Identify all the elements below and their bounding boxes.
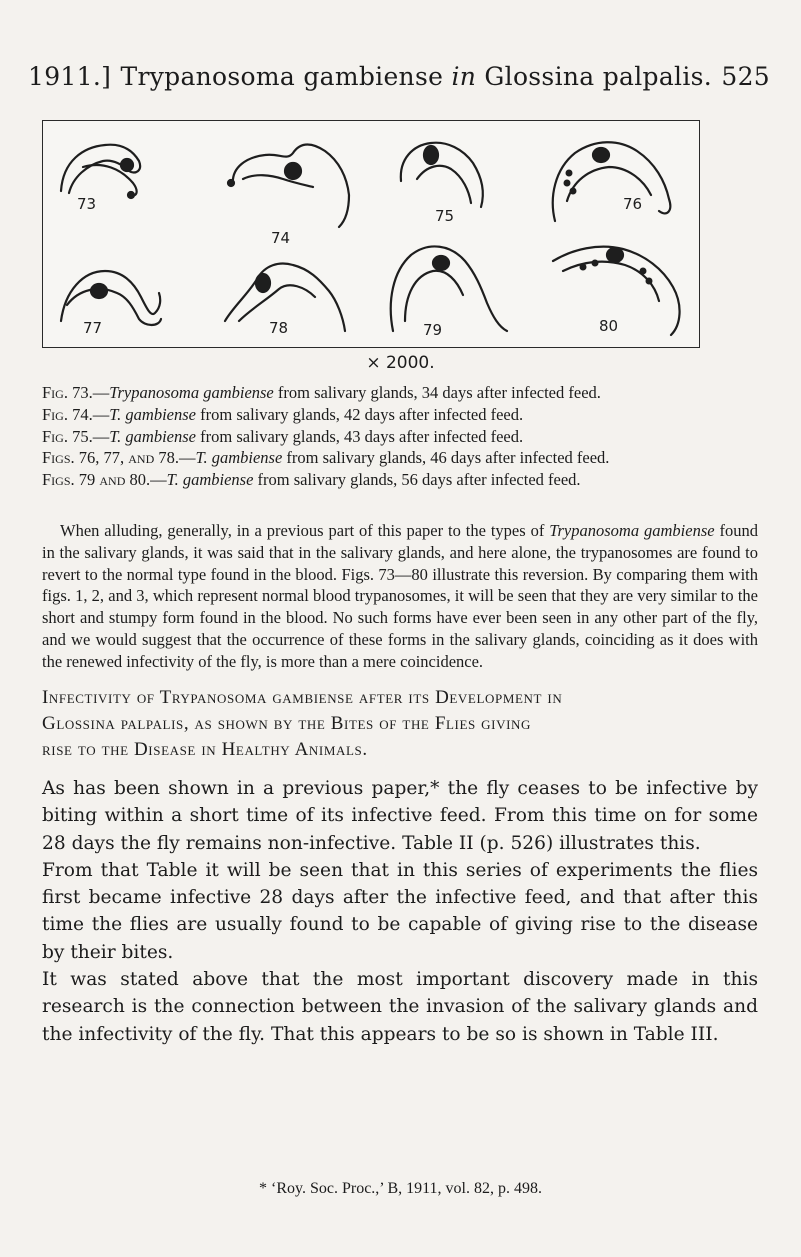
figure-captions [42,382,762,491]
fig-label-79: 79 [423,321,443,339]
trypanosome-75 [391,143,507,331]
fig-label-76: 76 [623,195,643,213]
paragraph-reversion: When alluding, generally, in a previous part of this paper to the types of Trypanosoma gambiense found in the salivary glands, it was said that in the salivary glands, and here alone, the trypanosomes are found to revert to the normal type found in the blood. Figs. 73—80 illustrate this reversion. By comparing them with figs. 1, 2, and 3, which represent normal blood trypanosomes, it will be seen that they are very similar to the short and stumpy form found in the blood. No such forms have ever been seen in any other part of the fly, and we would suggest that the occurrence of these forms in the salivary glands, coinciding as it does with the renewed infectivity of the fly, is more than a mere coincidence. [42,521,759,671]
caption-74: Fig. 74.—T. gambiense from salivary glands, 42 days after infected feed. [42,404,524,424]
body-paragraph-1: As has been shown in a previous paper,* the fly ceases to be infective by biting within a short time of its infective feed. From this time on for some 28 days the fly remains non-infective. Table II (p. 526) illustrates this. [42,778,758,854]
trypanosome-drawings [43,121,699,347]
fig-label-78: 78 [269,319,289,337]
caption-73: Fig. 73.—Trypanosoma gambiense from salivary glands, 34 days after infected feed. [42,383,601,402]
page-number: 525 [721,62,770,91]
fig-label-75: 75 [435,207,455,225]
fig-label-74: 74 [271,229,291,247]
trypanosome-73 [61,145,140,198]
section-heading-line-1: Infectivity of Trypanosoma gambiense after its Development in [42,687,563,708]
caption-76-78: Figs. 76, 77, and 78.—T. gambiense from salivary glands, 46 days after infected feed. [42,448,610,468]
header-year: 1911.] [28,62,112,91]
fig-label-73: 73 [77,195,97,213]
trypanosome-74 [228,145,349,228]
fig-label-77: 77 [83,319,103,337]
running-header [28,62,770,91]
figure-plate [42,120,700,348]
footnote: * ‘Roy. Soc. Proc.,’ B, 1911, vol. 82, p. 498. [259,1180,542,1197]
header-title: Trypanosoma gambiense in Glossina palpalis. [120,62,712,91]
caption-75: Fig. 75.—T. gambiense from salivary glands, 43 days after infected feed. [42,426,524,446]
section-heading-line-2: Glossina palpalis, as shown by the Bites of the Flies giving [42,713,531,734]
body-text [42,775,758,1048]
section-heading [42,685,758,763]
section-heading-line-3: rise to the Disease in Healthy Animals. [42,739,368,760]
body-paragraph-2: From that Table it will be seen that in this series of experiments the flies first became infective 28 days after the infective feed, and that after this time the flies are usually found to be capable of giving rise to the disease by their bites. [42,859,758,963]
fig-label-80: 80 [599,317,619,335]
trypanosome-76 [553,142,670,221]
body-paragraph-3: It was stated above that the most important discovery made in this research is the connection between the invasion of the salivary glands and the infectivity of the fly. That this appears to be so is shown in Table III. [42,969,758,1045]
magnification: × 2000. [366,353,435,373]
caption-79-80: Figs. 79 and 80.—T. gambiense from salivary glands, 56 days after infected feed. [42,470,581,490]
trypanosome-77 [61,271,161,325]
